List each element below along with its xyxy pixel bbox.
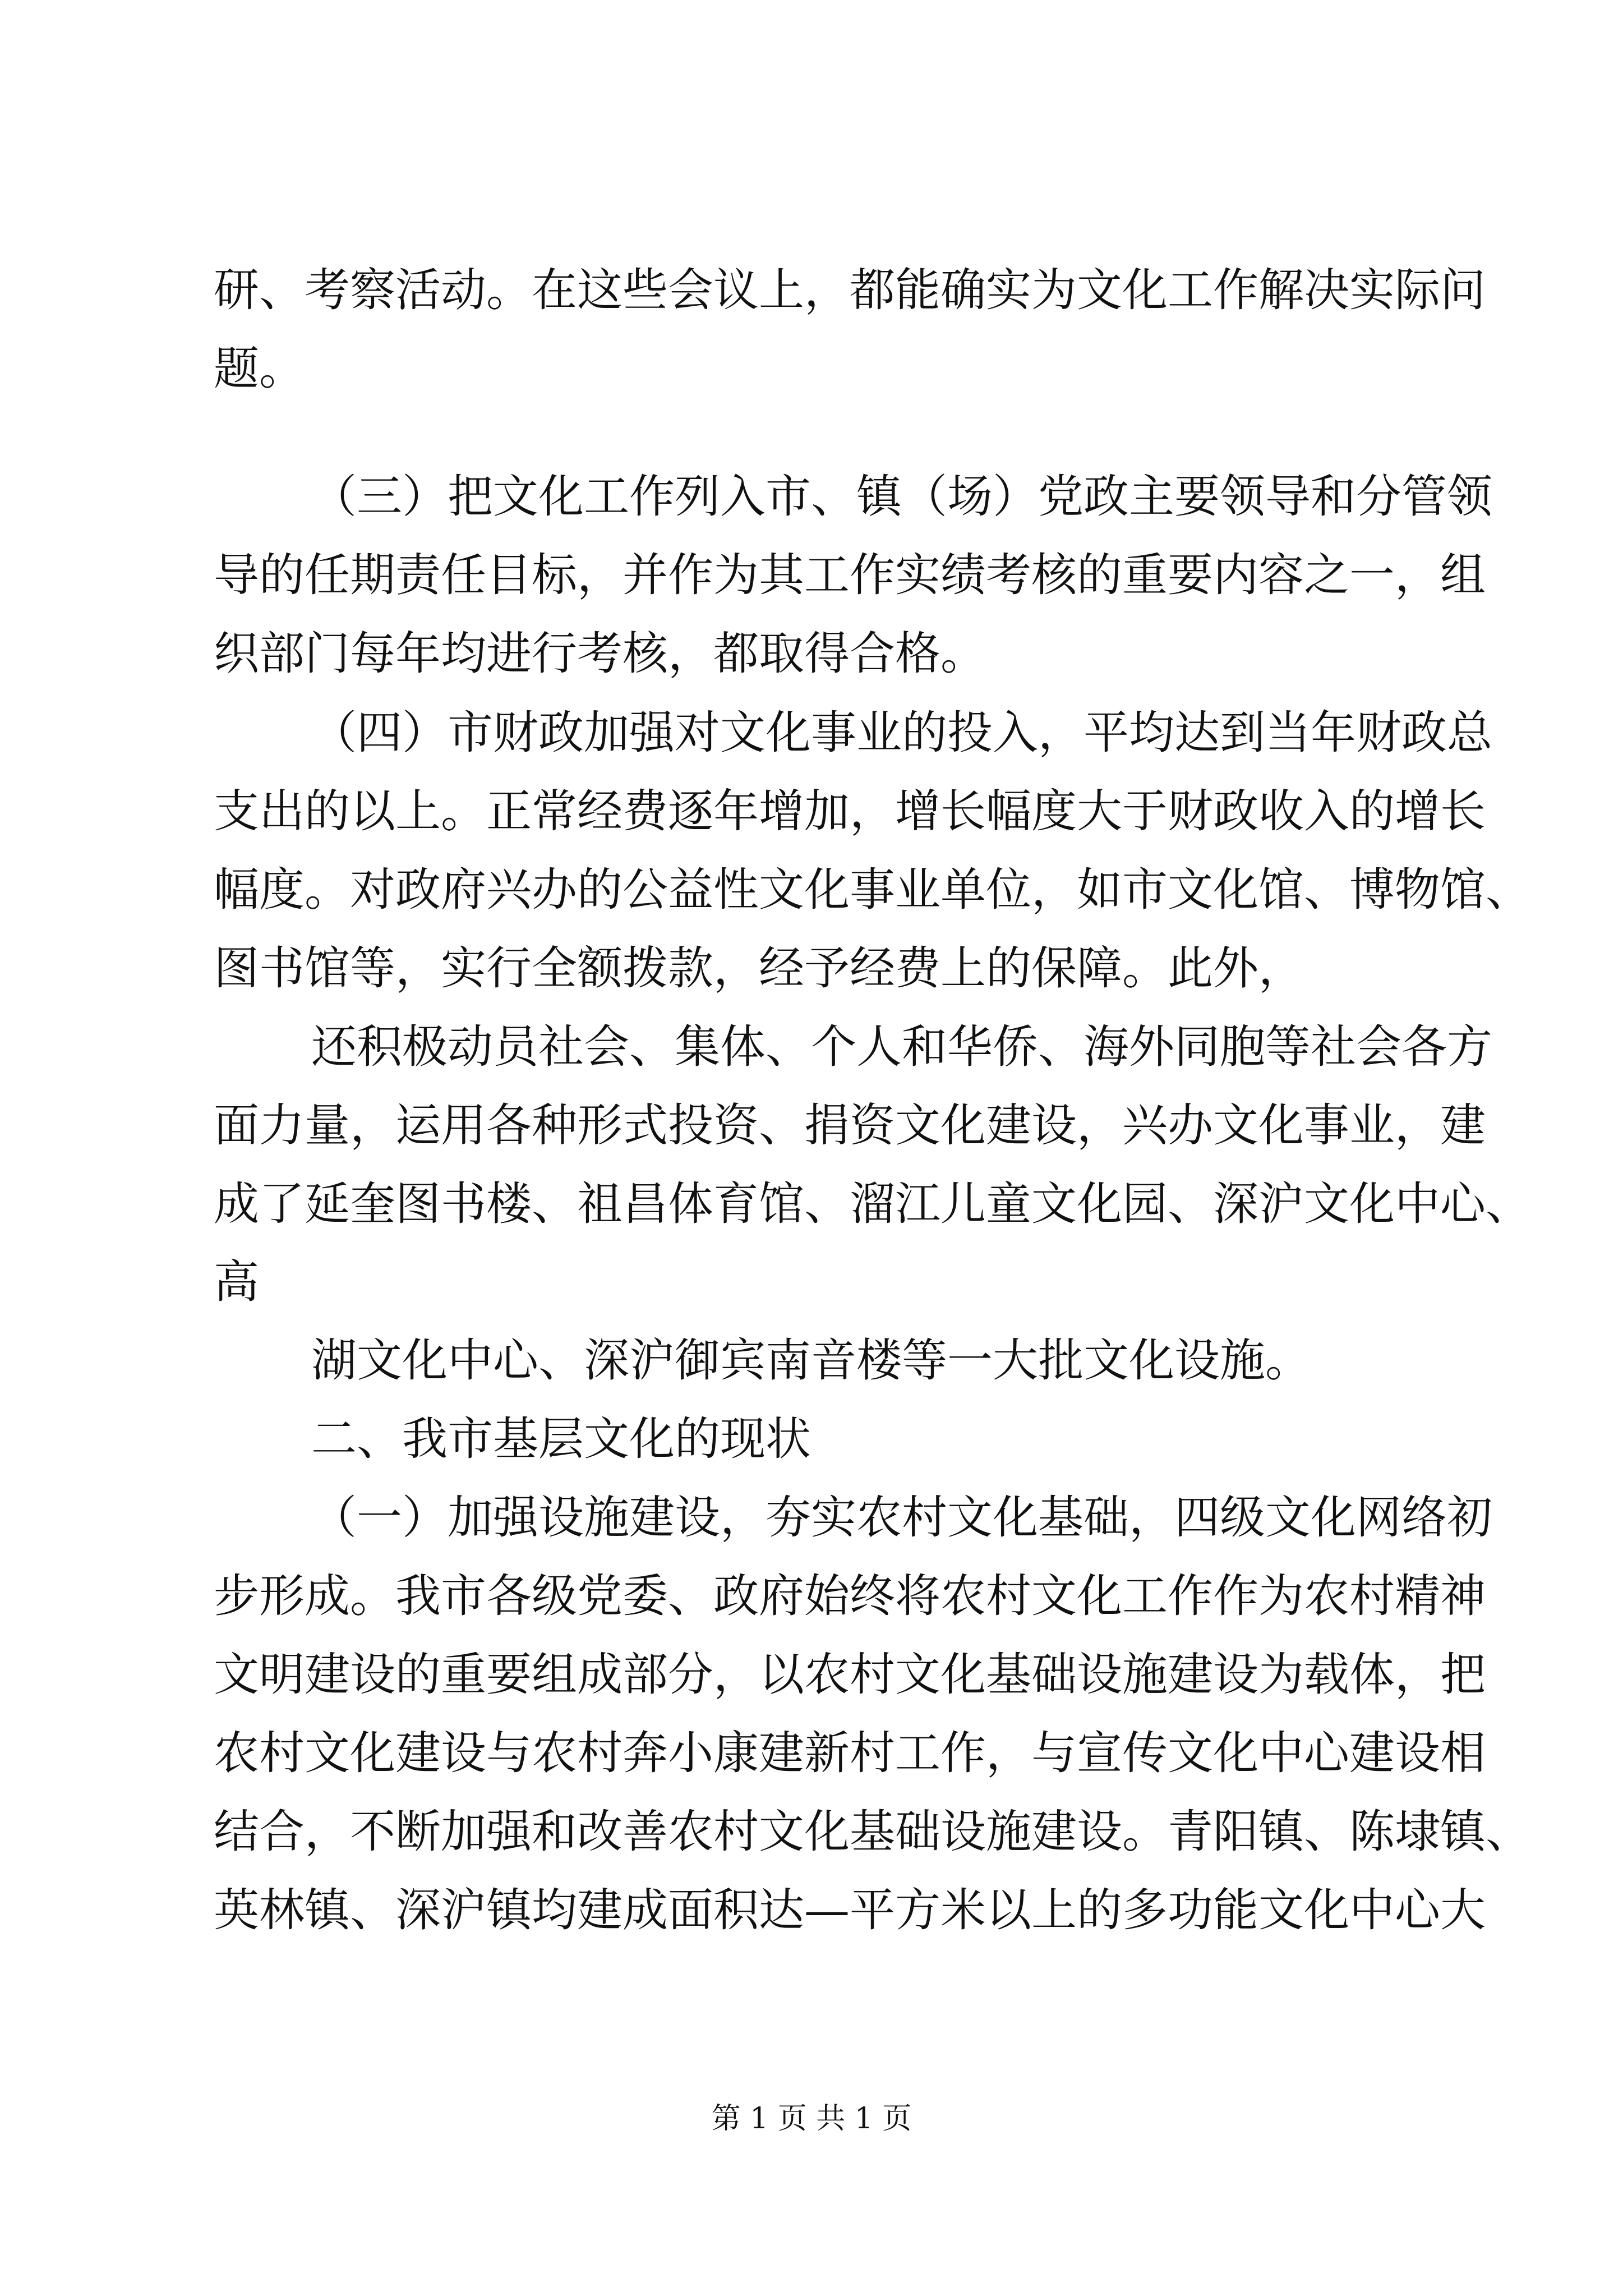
text-line: 步形成。我市各级党委、政府始终将农村文化工作作为农村精神	[214, 1570, 1486, 1623]
text-line: 图书馆等，实行全额拨款，经予经费上的保障。此外，	[214, 942, 1304, 995]
page-number-footer: 第 1 页 共 1 页	[711, 2102, 912, 2136]
text-line: （四）市财政加强对文化事业的投入，平均达到当年财政总	[311, 707, 1493, 760]
text-line: 湖文化中心、深沪御宾南音楼等一大批文化设施。	[311, 1335, 1311, 1387]
text-line: （一）加强设施建设，夯实农村文化基础，四级文化网络初	[311, 1492, 1493, 1544]
text-line: 研、考察活动。在这些会议上，都能确实为文化工作解决实际问	[214, 264, 1486, 317]
text-line: 导的任期责任目标，并作为其工作实绩考核的重要内容之一，组	[214, 549, 1486, 602]
text-line: 文明建设的重要组成部分，以农村文化基础设施建设为载体，把	[214, 1649, 1486, 1701]
text-line: 幅度。对政府兴办的公益性文化事业单位，如市文化馆、博物馆、	[214, 864, 1532, 917]
text-line: 支出的以上。正常经费逐年增加，增长幅度大于财政收入的增长	[214, 785, 1486, 838]
text-line: 织部门每年均进行考核，都取得合格。	[214, 628, 986, 680]
text-line: 还积极动员社会、集体、个人和华侨、海外同胞等社会各方	[311, 1021, 1493, 1074]
text-line: 农村文化建设与农村奔小康建新村工作，与宣传文化中心建设相	[214, 1727, 1486, 1780]
text-line: 面力量，运用各种形式投资、捐资文化建设，兴办文化事业，建	[214, 1099, 1486, 1152]
text-line: （三）把文化工作列入市、镇（场）党政主要领导和分管领	[311, 471, 1493, 523]
text-line: 成了延奎图书楼、祖昌体育馆、溜江儿童文化园、深沪文化中心、	[214, 1178, 1532, 1231]
text-line: 英林镇、深沪镇均建成面积达—平方米以上的多功能文化中心大	[214, 1884, 1486, 1937]
section-heading: 二、我市基层文化的现状	[311, 1413, 811, 1466]
text-line: 结合，不断加强和改善农村文化基础设施建设。青阳镇、陈埭镇、	[214, 1806, 1532, 1858]
text-line: 题。	[214, 343, 305, 395]
text-line: 高	[214, 1256, 260, 1309]
